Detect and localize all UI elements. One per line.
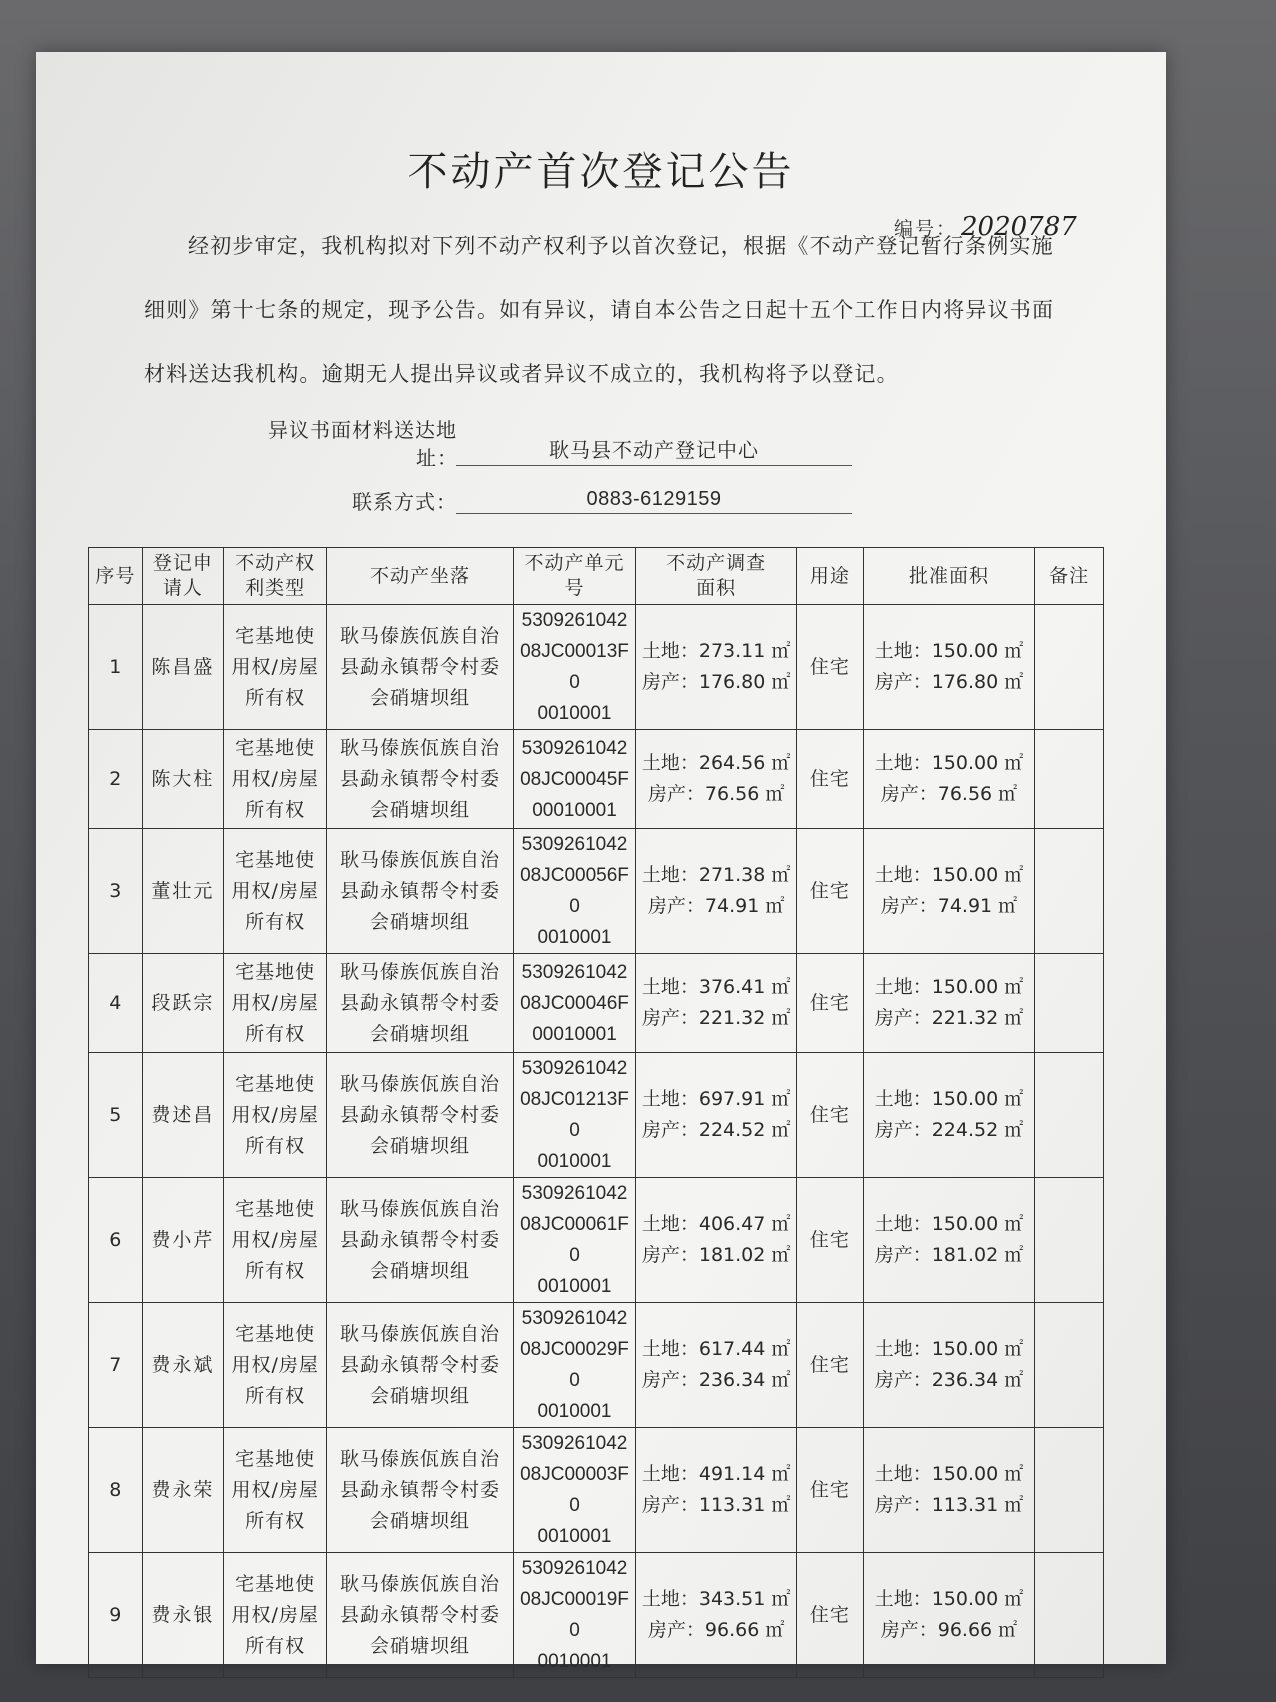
location-cell [327, 829, 514, 954]
objection-address-label-line-1: 异议书面材料送达地 [268, 418, 457, 442]
remarks-cell [1035, 1428, 1104, 1553]
row-number-cell: 3 [89, 829, 143, 954]
use-cell: 住宅 [797, 1053, 864, 1178]
unit-number-cell-line: 5309261042 [521, 1308, 628, 1329]
use-cell: 住宅 [797, 954, 864, 1053]
approved-area-cell-line: 房产：76.56 ㎡ [880, 783, 1018, 805]
unit-number-cell-line: 0010001 [537, 1651, 612, 1672]
applicant-cell: 费永银 [142, 1553, 224, 1678]
location-cell-line: 会硝塘坝组 [370, 686, 471, 709]
right-type-cell-line: 所有权 [245, 1022, 306, 1045]
col-header-survey-area-line-2: 面积 [696, 577, 737, 599]
survey-area-cell-line: 房产：96.66 ㎡ [647, 1619, 785, 1641]
right-type-cell-line: 用权/房屋 [231, 655, 319, 678]
approved-area-cell-line: 房产：221.32 ㎡ [874, 1007, 1024, 1029]
location-cell-line: 会硝塘坝组 [370, 1509, 471, 1532]
table-row [89, 1053, 1104, 1178]
survey-area-cell-line: 土地：406.47 ㎡ [641, 1213, 791, 1235]
remarks-cell [1035, 605, 1104, 730]
col-header-right-type [224, 548, 327, 605]
survey-area-cell [636, 1053, 797, 1178]
col-header-applicant-line-1: 登记申 [152, 552, 213, 574]
approved-area-cell [863, 1178, 1035, 1303]
right-type-cell-line: 用权/房屋 [231, 1103, 319, 1126]
right-type-cell-line: 所有权 [245, 1134, 306, 1157]
applicant-cell: 董壮元 [142, 829, 224, 954]
right-type-cell-line: 用权/房屋 [231, 1603, 319, 1626]
table-row [89, 605, 1104, 730]
applicant-cell: 费述昌 [142, 1053, 224, 1178]
location-cell-line: 县勐永镇帮令村委 [340, 655, 501, 678]
survey-area-cell-line: 房产：224.52 ㎡ [641, 1119, 791, 1141]
location-cell-line: 耿马傣族佤族自治 [340, 1072, 501, 1095]
unit-number-cell-line: 08JC00061F0 [520, 1214, 629, 1266]
remarks-cell [1035, 730, 1104, 829]
table-row [89, 1553, 1104, 1678]
survey-area-cell [636, 1303, 797, 1428]
location-cell [327, 1303, 514, 1428]
contact-phone-value: 0883-6129159 [456, 488, 852, 514]
body-paragraph-line-2: 细则》第十七条的规定，现予公告。如有异议，请自本公告之日起十五个工作日内将异议书面 [144, 298, 1055, 322]
col-header-survey-area [636, 548, 797, 605]
approved-area-cell-line: 土地：150.00 ㎡ [874, 1088, 1024, 1110]
col-header-location [327, 548, 514, 605]
location-cell-line: 县勐永镇帮令村委 [340, 1603, 501, 1626]
approved-area-cell-line: 土地：150.00 ㎡ [874, 1463, 1024, 1485]
remarks-cell [1035, 829, 1104, 954]
use-cell: 住宅 [797, 1178, 864, 1303]
right-type-cell-line: 所有权 [245, 798, 306, 821]
col-header-remarks [1035, 548, 1104, 605]
location-cell-line: 会硝塘坝组 [370, 1634, 471, 1657]
location-cell-line: 耿马傣族佤族自治 [340, 736, 501, 759]
right-type-cell-line: 用权/房屋 [231, 879, 319, 902]
remarks-cell [1035, 1053, 1104, 1178]
unit-number-cell-line: 0010001 [537, 927, 612, 948]
unit-number-cell-line: 5309261042 [521, 1433, 628, 1454]
right-type-cell [224, 1303, 327, 1428]
right-type-cell-line: 宅基地使 [235, 736, 316, 759]
unit-number-cell-line: 00010001 [532, 1023, 617, 1045]
use-cell: 住宅 [797, 1428, 864, 1553]
use-cell: 住宅 [797, 829, 864, 954]
survey-area-cell [636, 1553, 797, 1678]
notice-title: 不动产首次登记公告 [407, 149, 795, 195]
serial-handwritten-value: 2020787 [961, 212, 1077, 242]
table-row [89, 1303, 1104, 1428]
use-cell: 住宅 [797, 730, 864, 829]
right-type-cell-line: 宅基地使 [235, 848, 316, 871]
location-cell-line: 会硝塘坝组 [370, 910, 471, 933]
approved-area-cell [863, 1553, 1035, 1678]
unit-number-cell-line: 0010001 [537, 1401, 612, 1422]
col-header-unit-number-line-1: 不动产单元 [524, 552, 625, 574]
approved-area-cell-line: 土地：150.00 ㎡ [874, 1338, 1024, 1360]
approved-area-cell-line: 房产：96.66 ㎡ [880, 1619, 1018, 1641]
unit-number-cell-line: 08JC00013F0 [520, 641, 629, 693]
row-number-cell: 9 [89, 1553, 143, 1678]
applicant-cell: 段跃宗 [142, 954, 224, 1053]
location-cell [327, 1428, 514, 1553]
right-type-cell-line: 宅基地使 [235, 1572, 316, 1595]
applicant-cell: 陈大柱 [142, 730, 224, 829]
row-number-cell: 6 [89, 1178, 143, 1303]
unit-number-cell [513, 1428, 635, 1553]
location-cell [327, 954, 514, 1053]
right-type-cell [224, 1428, 327, 1553]
unit-number-cell [513, 730, 635, 829]
location-cell [327, 1053, 514, 1178]
row-number-cell: 5 [89, 1053, 143, 1178]
survey-area-cell [636, 730, 797, 829]
location-cell-line: 县勐永镇帮令村委 [340, 1353, 501, 1376]
unit-number-cell-line: 5309261042 [521, 961, 628, 983]
applicant-cell: 费永荣 [142, 1428, 224, 1553]
approved-area-cell-line: 土地：150.00 ㎡ [874, 752, 1024, 774]
survey-area-cell-line: 土地：264.56 ㎡ [641, 752, 791, 774]
unit-number-cell-line: 08JC00003F0 [520, 1464, 629, 1516]
col-header-number [89, 548, 143, 605]
unit-number-cell [513, 605, 635, 730]
approved-area-cell-line: 土地：150.00 ㎡ [874, 1588, 1024, 1610]
right-type-cell-line: 所有权 [245, 1509, 306, 1532]
location-cell-line: 县勐永镇帮令村委 [340, 1228, 501, 1251]
survey-area-cell-line: 房产：221.32 ㎡ [641, 1007, 791, 1029]
approved-area-cell [863, 1303, 1035, 1428]
location-cell [327, 1178, 514, 1303]
location-cell-line: 县勐永镇帮令村委 [340, 767, 501, 790]
survey-area-cell-line: 房产：181.02 ㎡ [641, 1244, 791, 1266]
applicant-cell: 陈昌盛 [142, 605, 224, 730]
unit-number-cell-line: 5309261042 [521, 834, 628, 855]
location-cell [327, 730, 514, 829]
unit-number-cell-line: 5309261042 [521, 610, 628, 631]
approved-area-cell-line: 房产：224.52 ㎡ [874, 1119, 1024, 1141]
col-header-remarks-line-1: 备注 [1049, 564, 1090, 587]
col-header-right-type-line-1: 不动产权 [235, 552, 316, 574]
approved-area-cell [863, 829, 1035, 954]
col-header-applicant-line-2: 请人 [162, 577, 203, 599]
approved-area-cell-line: 房产：113.31 ㎡ [874, 1494, 1024, 1516]
objection-address-label-line-2: 址： [416, 446, 458, 470]
location-cell [327, 605, 514, 730]
right-type-cell-line: 所有权 [245, 1384, 306, 1407]
unit-number-cell [513, 1053, 635, 1178]
location-cell-line: 会硝塘坝组 [370, 1384, 471, 1407]
location-cell-line: 耿马傣族佤族自治 [340, 624, 501, 647]
right-type-cell [224, 605, 327, 730]
right-type-cell-line: 所有权 [245, 1634, 306, 1657]
row-number-cell: 7 [89, 1303, 143, 1428]
body-paragraph-line-1: 经初步审定，我机构拟对下列不动产权利予以首次登记，根据《不动产登记暂行条例实施 [188, 234, 1054, 258]
survey-area-cell-line: 土地：491.14 ㎡ [641, 1463, 791, 1485]
col-header-applicant [142, 548, 224, 605]
right-type-cell-line: 宅基地使 [235, 1447, 316, 1470]
col-header-survey-area-line-1: 不动产调查 [666, 552, 767, 574]
location-cell-line: 县勐永镇帮令村委 [340, 1103, 501, 1126]
survey-area-cell-line: 土地：697.91 ㎡ [641, 1088, 791, 1110]
unit-number-cell-line: 0010001 [537, 1151, 612, 1172]
survey-area-cell-line: 房产：236.34 ㎡ [641, 1369, 791, 1391]
col-header-number-line-1: 序号 [95, 564, 136, 587]
contact-label: 联系方式： [352, 490, 457, 514]
row-number-cell: 2 [89, 730, 143, 829]
survey-area-cell-line: 房产：74.91 ㎡ [647, 895, 785, 917]
right-type-cell-line: 用权/房屋 [231, 1353, 319, 1376]
survey-area-cell [636, 954, 797, 1053]
location-cell-line: 县勐永镇帮令村委 [340, 879, 501, 902]
unit-number-cell-line: 08JC00045F [520, 768, 629, 790]
approved-area-cell [863, 605, 1035, 730]
survey-area-cell-line: 房产：113.31 ㎡ [641, 1494, 791, 1516]
survey-area-cell-line: 房产：176.80 ㎡ [641, 671, 791, 693]
approved-area-cell [863, 730, 1035, 829]
table-header-row [89, 548, 1104, 605]
survey-area-cell [636, 829, 797, 954]
use-cell: 住宅 [797, 1553, 864, 1678]
location-cell-line: 县勐永镇帮令村委 [340, 991, 501, 1014]
unit-number-cell [513, 1553, 635, 1678]
location-cell-line: 耿马傣族佤族自治 [340, 848, 501, 871]
col-header-use [797, 548, 864, 605]
approved-area-cell-line: 房产：181.02 ㎡ [874, 1244, 1024, 1266]
unit-number-cell-line: 5309261042 [521, 1183, 628, 1204]
registration-table [88, 547, 1104, 1678]
row-number-cell: 4 [89, 954, 143, 1053]
approved-area-cell-line: 房产：74.91 ㎡ [880, 895, 1018, 917]
unit-number-cell-line: 00010001 [532, 799, 617, 821]
unit-number-cell-line: 5309261042 [521, 737, 628, 759]
right-type-cell-line: 用权/房屋 [231, 1228, 319, 1251]
right-type-cell [224, 829, 327, 954]
right-type-cell-line: 用权/房屋 [231, 1478, 319, 1501]
unit-number-cell-line: 0010001 [537, 703, 612, 724]
location-cell-line: 耿马傣族佤族自治 [340, 960, 501, 983]
approved-area-cell-line: 房产：176.80 ㎡ [874, 671, 1024, 693]
col-header-approved-area [863, 548, 1035, 605]
remarks-cell [1035, 1553, 1104, 1678]
unit-number-cell [513, 1178, 635, 1303]
location-cell-line: 会硝塘坝组 [370, 1022, 471, 1045]
objection-address-value: 耿马县不动产登记中心 [456, 434, 852, 466]
remarks-cell [1035, 954, 1104, 1053]
row-number-cell: 8 [89, 1428, 143, 1553]
survey-area-cell-line: 土地：273.11 ㎡ [641, 640, 791, 662]
approved-area-cell [863, 954, 1035, 1053]
applicant-cell: 费永斌 [142, 1303, 224, 1428]
location-cell-line: 会硝塘坝组 [370, 1259, 471, 1282]
location-cell-line: 耿马傣族佤族自治 [340, 1197, 501, 1220]
table-row [89, 1178, 1104, 1303]
col-header-unit-number-line-2: 号 [564, 577, 585, 599]
table-row [89, 829, 1104, 954]
location-cell-line: 耿马傣族佤族自治 [340, 1322, 501, 1345]
location-cell [327, 1553, 514, 1678]
right-type-cell [224, 1053, 327, 1178]
location-cell-line: 会硝塘坝组 [370, 1134, 471, 1157]
approved-area-cell-line: 土地：150.00 ㎡ [874, 864, 1024, 886]
survey-area-cell-line: 土地：343.51 ㎡ [641, 1588, 791, 1610]
right-type-cell [224, 730, 327, 829]
use-cell: 住宅 [797, 1303, 864, 1428]
location-cell-line: 耿马傣族佤族自治 [340, 1572, 501, 1595]
right-type-cell-line: 所有权 [245, 1259, 306, 1282]
remarks-cell [1035, 1303, 1104, 1428]
survey-area-cell [636, 605, 797, 730]
unit-number-cell-line: 08JC00056F0 [520, 865, 629, 917]
unit-number-cell-line: 0010001 [537, 1526, 612, 1547]
body-paragraph-line-3: 材料送达我机构。逾期无人提出异议或者异议不成立的，我机构将予以登记。 [144, 362, 899, 386]
unit-number-cell-line: 08JC00029F0 [520, 1339, 629, 1391]
right-type-cell [224, 1178, 327, 1303]
right-type-cell [224, 954, 327, 1053]
right-type-cell-line: 宅基地使 [235, 1197, 316, 1220]
survey-area-cell-line: 房产：76.56 ㎡ [647, 783, 785, 805]
right-type-cell-line: 宅基地使 [235, 1072, 316, 1095]
table-row [89, 1428, 1104, 1553]
unit-number-cell-line: 5309261042 [521, 1558, 628, 1579]
right-type-cell-line: 宅基地使 [235, 1322, 316, 1345]
approved-area-cell [863, 1428, 1035, 1553]
right-type-cell-line: 用权/房屋 [231, 991, 319, 1014]
location-cell-line: 耿马傣族佤族自治 [340, 1447, 501, 1470]
remarks-cell [1035, 1178, 1104, 1303]
unit-number-cell-line: 08JC00046F [520, 992, 629, 1014]
unit-number-cell-line: 0010001 [537, 1276, 612, 1297]
unit-number-cell [513, 829, 635, 954]
row-number-cell: 1 [89, 605, 143, 730]
col-header-approved-area-line-1: 批准面积 [908, 564, 989, 587]
unit-number-cell [513, 1303, 635, 1428]
use-cell: 住宅 [797, 605, 864, 730]
col-header-location-line-1: 不动产坐落 [370, 564, 471, 587]
survey-area-cell [636, 1428, 797, 1553]
location-cell-line: 会硝塘坝组 [370, 798, 471, 821]
approved-area-cell-line: 房产：236.34 ㎡ [874, 1369, 1024, 1391]
right-type-cell-line: 宅基地使 [235, 960, 316, 983]
table-row [89, 954, 1104, 1053]
serial-label: 编号： [894, 218, 958, 240]
right-type-cell [224, 1553, 327, 1678]
col-header-right-type-line-2: 利类型 [245, 577, 306, 599]
survey-area-cell-line: 土地：617.44 ㎡ [641, 1338, 791, 1360]
unit-number-cell-line: 08JC01213F0 [520, 1089, 629, 1141]
approved-area-cell-line: 土地：150.00 ㎡ [874, 976, 1024, 998]
unit-number-cell-line: 5309261042 [521, 1058, 628, 1079]
right-type-cell-line: 所有权 [245, 686, 306, 709]
survey-area-cell [636, 1178, 797, 1303]
applicant-cell: 费小芹 [142, 1178, 224, 1303]
survey-area-cell-line: 土地：271.38 ㎡ [641, 864, 791, 886]
right-type-cell-line: 所有权 [245, 910, 306, 933]
location-cell-line: 县勐永镇帮令村委 [340, 1478, 501, 1501]
col-header-use-line-1: 用途 [809, 564, 850, 587]
col-header-unit-number [513, 548, 635, 605]
unit-number-cell-line: 08JC00019F0 [520, 1589, 629, 1641]
approved-area-cell-line: 土地：150.00 ㎡ [874, 1213, 1024, 1235]
right-type-cell-line: 用权/房屋 [231, 767, 319, 790]
right-type-cell-line: 宅基地使 [235, 624, 316, 647]
survey-area-cell-line: 土地：376.41 ㎡ [641, 976, 791, 998]
unit-number-cell [513, 954, 635, 1053]
table-row [89, 730, 1104, 829]
approved-area-cell [863, 1053, 1035, 1178]
approved-area-cell-line: 土地：150.00 ㎡ [874, 640, 1024, 662]
